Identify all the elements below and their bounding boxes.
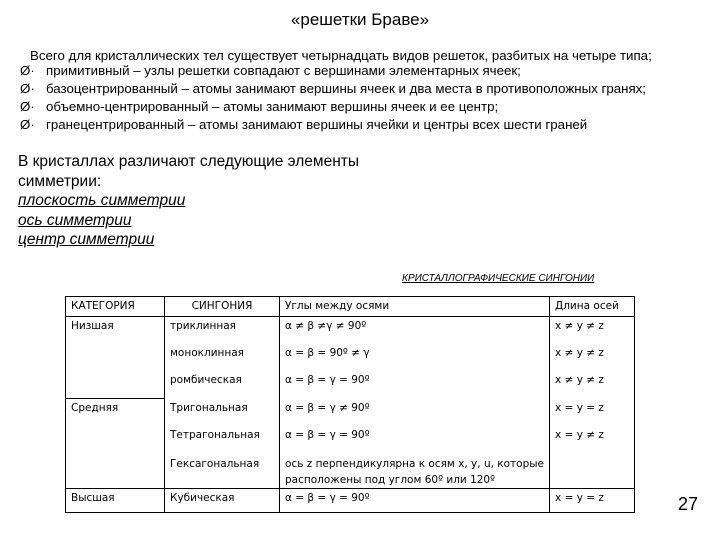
arrow-bullet-icon: Ø· (20, 63, 35, 78)
angles-cell: α = β = γ ≠ 90º (285, 401, 370, 414)
header-axes: Длина осей (550, 297, 635, 317)
page-number: 27 (678, 494, 699, 514)
category-cell (66, 453, 165, 489)
table-row (66, 489, 635, 513)
arrow-bullet-icon: Ø· (20, 99, 35, 114)
list-item (20, 116, 646, 134)
symmetry-intro-line1: В кристаллах различают следующие элементы (18, 153, 359, 170)
table-row (66, 344, 635, 371)
symmetry-intro-line2: симметрии: (18, 172, 102, 190)
lattice-type-primitive: примитивный – узлы решетки совпадают с вершинами элементарных ячеек; (46, 63, 521, 78)
axes-cell: x ≠ y ≠ z (550, 317, 635, 345)
syngony-cell: триклинная (165, 317, 280, 345)
lattice-type-base-centered: базоцентрированный – атомы занимают вершины ячеек и два места в противоположных гранях; (46, 81, 646, 96)
list-item (20, 62, 646, 80)
symmetry-section (18, 152, 359, 250)
header-category: КАТЕГОРИЯ (66, 297, 165, 317)
intro-text: Всего для кристаллических тел существует четырнадцать видов решеток, разбитых на четыре типа; (30, 48, 652, 63)
syngony-cell: Тетрагональная (165, 426, 280, 453)
category-cell (66, 371, 165, 399)
table-row (66, 317, 635, 345)
axes-cell: x = y ≠ z (550, 426, 635, 453)
angles-cell: α = β = γ = 90º (285, 374, 370, 386)
category-cell: Высшая (66, 489, 165, 513)
list-item (20, 98, 646, 116)
axes-cell: x = y = z (550, 489, 635, 513)
arrow-bullet-icon: Ø· (20, 81, 35, 96)
category-cell (66, 426, 165, 453)
list-item (20, 80, 646, 98)
table-header-row (66, 297, 635, 317)
category-cell (66, 344, 165, 371)
angles-cell (280, 453, 550, 489)
angles-line: ось z перпендикулярна к осям x, y, u, которые (285, 458, 545, 470)
table-row (66, 453, 635, 489)
category-cell: Низшая (66, 317, 165, 345)
syngony-cell: ромбическая (165, 371, 280, 399)
syngony-cell: моноклинная (165, 344, 280, 371)
symmetry-center: центр симметрии (18, 231, 155, 248)
axes-cell (550, 453, 635, 489)
angles-cell: α ≠ β ≠γ ≠ 90º (285, 320, 367, 332)
lattice-type-list (20, 62, 646, 134)
angles-line: расположены под углом 60º или 120º (285, 474, 496, 486)
angles-cell: α = β = γ = 90º (285, 429, 370, 441)
header-syngony: СИНГОНИЯ (165, 297, 280, 317)
angles-cell: α = β = 90º ≠ γ (285, 347, 370, 359)
lattice-type-body-centered: объемно-центрированный – атомы занимают вершины ячеек и ее центр; (46, 99, 499, 114)
syngony-cell: Гексагональная (165, 453, 280, 489)
table-title: КРИСТАЛЛОГРАФИЧЕСКИЕ СИНГОНИИ (402, 273, 595, 284)
table-row (66, 399, 635, 427)
header-angles: Углы между осями (280, 297, 550, 317)
arrow-bullet-icon: Ø· (20, 117, 35, 132)
syngony-table (65, 296, 635, 513)
table-row (66, 426, 635, 453)
angles-cell: α = β = γ = 90º (280, 489, 550, 513)
axes-cell: x = y = z (550, 399, 635, 427)
table-row (66, 371, 635, 399)
axes-cell: x ≠ y ≠ z (550, 344, 635, 371)
slide-title: «решетки Браве» (290, 10, 430, 29)
syngony-cell: Кубическая (165, 489, 280, 513)
category-cell: Средняя (66, 399, 165, 427)
syngony-cell: Тригональная (165, 399, 280, 427)
symmetry-axis: ось симметрии (18, 211, 132, 229)
lattice-type-face-centered: гранецентрированный – атомы занимают вершины ячейки и центры всех шести граней (46, 117, 588, 132)
axes-cell: x ≠ y ≠ z (550, 371, 635, 399)
symmetry-plane: плоскость симметрии (18, 192, 186, 209)
